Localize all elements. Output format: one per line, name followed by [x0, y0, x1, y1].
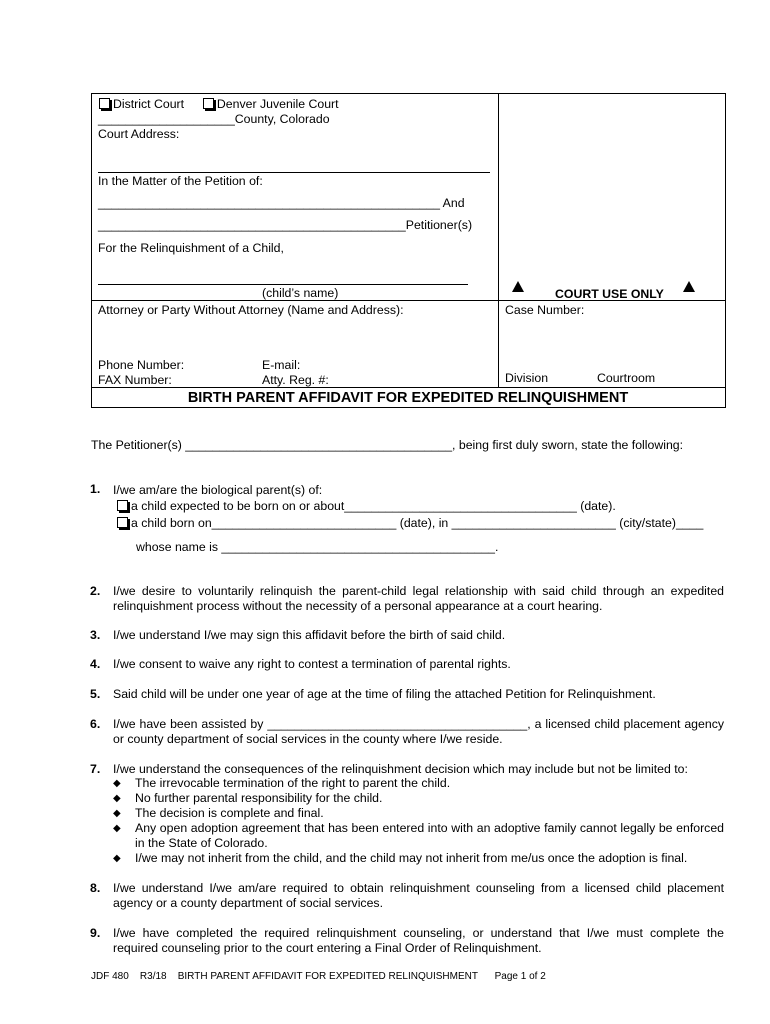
item-1-option-a: [117, 499, 616, 513]
childs-name-label: (child’s name): [262, 286, 339, 300]
atty-reg-label: Atty. Reg. #:: [262, 373, 329, 387]
item-4-number: 4.: [90, 657, 101, 671]
diamond-bullet-icon: ◆: [113, 823, 121, 834]
diamond-bullet-icon: ◆: [113, 808, 121, 819]
consequence-bullet-text: Any open adoption agreement that has been entered into with an adoptive family cannot legally be enforced in the State of Colorado.: [135, 821, 724, 850]
diamond-bullet-icon: ◆: [113, 853, 121, 864]
up-arrow-left-icon: [512, 281, 524, 292]
item-1-option-b: [117, 516, 703, 530]
item-2-number: 2.: [90, 584, 101, 598]
consequence-bullet: [113, 791, 724, 806]
district-court-checkbox[interactable]: [99, 98, 110, 109]
up-arrow-right-icon: [683, 281, 695, 292]
phone-label: Phone Number:: [98, 358, 185, 372]
court-address-label: Court Address:: [98, 127, 180, 141]
born-child-checkbox[interactable]: [117, 517, 128, 528]
page-footer: [91, 970, 546, 984]
petitioner-and-line: __________________________________________________ And: [98, 196, 465, 210]
consequence-bullet: [113, 851, 724, 866]
diamond-bullet-icon: ◆: [113, 778, 121, 789]
caption-vertical-divider: [498, 93, 499, 387]
district-court-label: District Court: [113, 97, 185, 111]
item-1-number: 1.: [90, 482, 101, 496]
item-4-text: I/we consent to waive any right to contest a termination of parental rights.: [113, 657, 511, 671]
denver-juvenile-court-label: Denver Juvenile Court: [216, 97, 339, 111]
item-9-text: I/we have completed the required relinquishment counseling, or understand that I/we must complete the required counseling prior to the court entering a Final Order of Relinquishment.: [113, 926, 724, 955]
item-1-option-a-text: a child expected to be born on or about__________________________________ (date).: [131, 499, 616, 513]
consequence-bullet-text: The irrevocable termination of the right to parent the child.: [135, 776, 451, 790]
item-9-number: 9.: [90, 926, 101, 940]
item-5-number: 5.: [90, 687, 101, 701]
document-title: BIRTH PARENT AFFIDAVIT FOR EXPEDITED RELINQUISHMENT: [187, 390, 629, 406]
item-7-number: 7.: [90, 762, 101, 776]
division-label: Division: [505, 371, 549, 385]
item-1-whose-name: whose name is ________________________________________.: [136, 540, 499, 554]
item-3-number: 3.: [90, 628, 101, 642]
county-line: ____________________County, Colorado: [98, 112, 330, 126]
email-label: E-mail:: [262, 358, 301, 372]
intro-statement: The Petitioner(s) _______________________________________, being first duly sworn, state the following:: [91, 438, 684, 452]
item-1-text: I/we am/are the biological parent(s) of:: [113, 483, 323, 497]
footer-page-number: Page 1 of 2: [494, 971, 546, 982]
item-6-text: I/we have been assisted by ______________________________________, a licensed child placement agency or county department of social services in the county where I/we reside.: [113, 717, 724, 746]
item-2-text: I/we desire to voluntarily relinquish the parent-child legal relationship with said child through an expedited relinquishment process without the necessity of a personal appearance at a court hearing.: [113, 584, 724, 613]
item-3-text: I/we understand I/we may sign this affidavit before the birth of said child.: [113, 628, 506, 642]
item-5-text: Said child will be under one year of age at the time of filing the attached Petition for Relinquishment.: [113, 687, 656, 701]
case-number-label: Case Number:: [505, 303, 585, 317]
denver-juvenile-court-checkbox[interactable]: [203, 98, 214, 109]
consequence-bullet-text: No further parental responsibility for the child.: [135, 791, 383, 805]
caption-divider-title: [91, 387, 725, 388]
item-8-text: I/we understand I/we am/are required to obtain relinquishment counseling from a licensed child placement agency or a county department of social services.: [113, 881, 724, 910]
consequence-bullet: [113, 806, 724, 821]
childs-name-line: [98, 284, 468, 285]
fax-label: FAX Number:: [98, 373, 172, 387]
matter-label: In the Matter of the Petition of:: [98, 174, 263, 188]
attorney-label: Attorney or Party Without Attorney (Name and Address):: [98, 303, 404, 317]
matter-separator-line: [98, 172, 490, 173]
footer-form-title: BIRTH PARENT AFFIDAVIT FOR EXPEDITED RELINQUISHMENT: [177, 971, 478, 982]
footer-form-id: JDF 480: [91, 971, 129, 982]
petitioners-line: _____________________________________________Petitioner(s): [98, 218, 473, 232]
consequence-bullet-text: The decision is complete and final.: [135, 806, 324, 820]
expected-birth-checkbox[interactable]: [117, 500, 128, 511]
item-1-option-b-text: a child born on___________________________ (date), in ________________________ (city/state)____: [131, 516, 704, 530]
item-6-number: 6.: [90, 717, 101, 731]
consequence-bullet-text: I/we may not inherit from the child, and the child may not inherit from me/us once the adoption is final.: [135, 851, 688, 865]
relinquishment-label: For the Relinquishment of a Child,: [98, 241, 284, 255]
court-use-only-label: COURT USE ONLY: [555, 287, 664, 301]
court-checkbox-row: [99, 97, 339, 111]
diamond-bullet-icon: ◆: [113, 793, 121, 804]
item-8-number: 8.: [90, 881, 101, 895]
footer-revision: R3/18: [139, 971, 167, 982]
consequence-bullet: [113, 776, 724, 791]
courtroom-label: Courtroom: [597, 371, 656, 385]
consequence-bullet: [113, 821, 724, 851]
item-7-text: I/we understand the consequences of the relinquishment decision which may include but not be limited to:: [113, 762, 688, 776]
